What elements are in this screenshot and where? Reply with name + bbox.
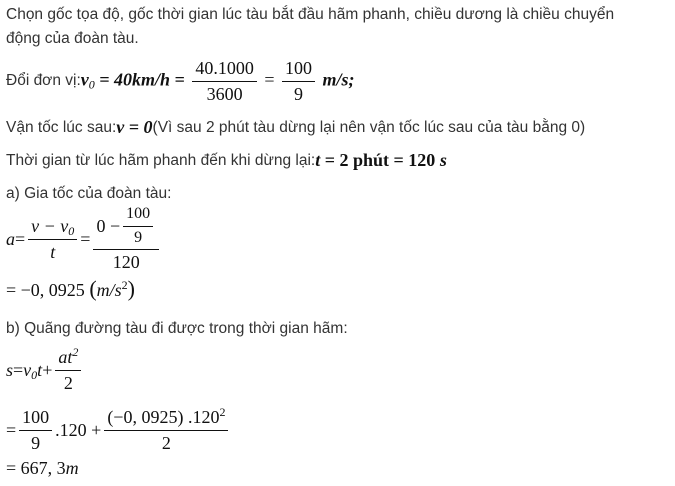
final-velocity-line (6, 117, 585, 138)
distance-substitution: = $\frac{100}{9}$ .120 + $\frac{(-0, 0925) .120^2}{2}$ (6, 404, 231, 456)
final-velocity-math: v = 0 (116, 117, 153, 137)
fraction-acceleration-values: 0 − $\frac{100}{9}$ 120 (93, 205, 159, 272)
part-a-heading: a) Gia tốc của đoàn tàu: (6, 185, 172, 202)
fraction-40000-3600: $\frac{40.1000}{3600}$ (192, 58, 257, 104)
fraction-at2-values: $\frac{(-0, 0925) .120^2}{2}$ (104, 407, 228, 453)
duration-math: t = 2 phút = 120 s (315, 150, 447, 170)
acceleration-result: = −0, 0925 $(m/s^2)$ (6, 276, 135, 301)
fraction-at2-2: $\frac{at^2}{2}$ (55, 347, 81, 393)
final-velocity-label: Vận tốc lúc sau: (6, 118, 117, 136)
fraction-100-9-b: $\frac{100}{9}$ (19, 407, 52, 453)
final-velocity-note: (Vì sau 2 phút tàu dừng lại nên vận tốc lúc sau của tàu bằng 0) (152, 118, 586, 136)
unit-conversion (6, 58, 354, 104)
intro-line-2: động của đoàn tàu. (6, 30, 139, 47)
distance-formula: s = $v_0t$ + $\frac{at^2}{2}$ (6, 344, 84, 396)
distance-result: = 667, 3m (6, 458, 79, 478)
conversion-label: Đổi đơn vị: (6, 72, 81, 89)
part-b-heading: b) Quãng đường tàu đi được trong thời gian hãm: (6, 320, 348, 337)
duration-label: Thời gian từ lúc hãm phanh đến khi dừng lại: (6, 151, 316, 169)
conversion-math: $v_0 = 40km/h$ = $\frac{40.1000}{3600}$ = $\frac{100}{9}$ m/s; (80, 57, 355, 104)
fraction-100-9: $\frac{100}{9}$ (282, 58, 315, 104)
acceleration-formula: a = $\frac{v - v_0}{t}$ = 0 − $\frac{100}{9}$ 120 (6, 205, 162, 273)
intro-line-1: Chọn gốc tọa độ, gốc thời gian lúc tàu bắt đầu hãm phanh, chiều dương là chiều chuyển (6, 6, 615, 23)
duration-line (6, 150, 447, 171)
fraction-dv-dt: $\frac{v - v_0}{t}$ (28, 216, 77, 262)
